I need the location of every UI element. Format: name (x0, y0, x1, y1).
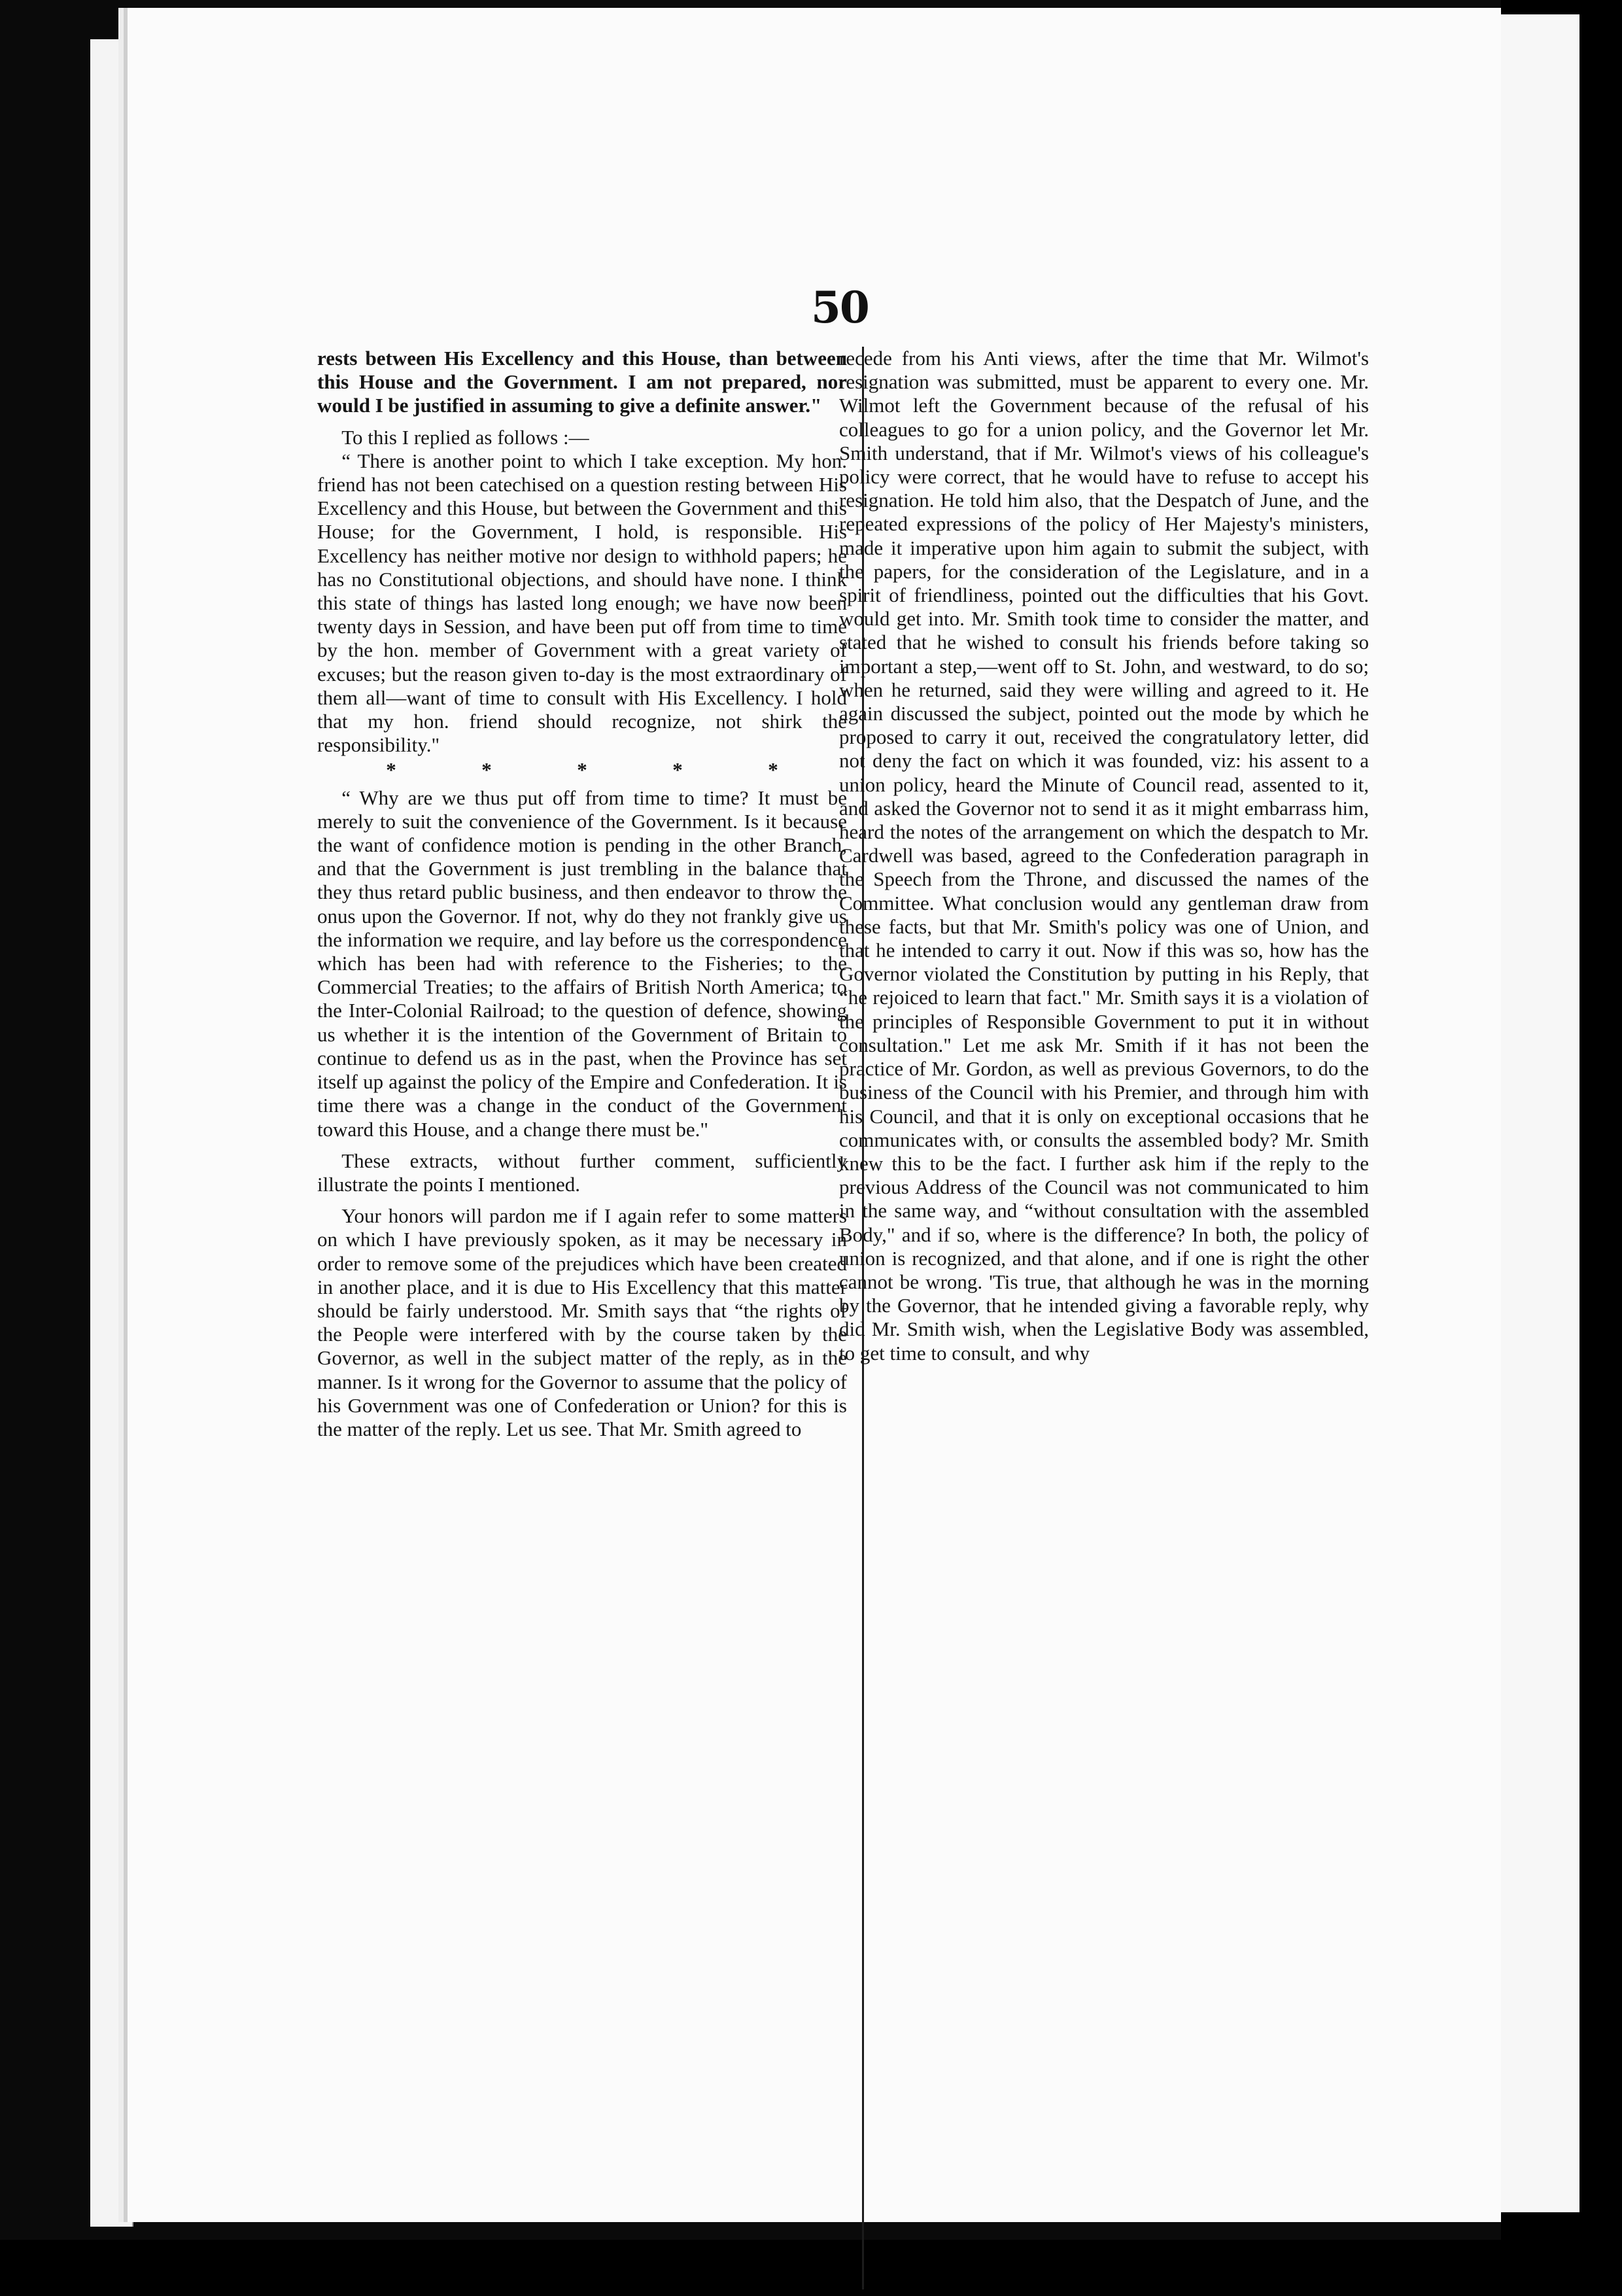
paragraph: These extracts, without further comment, sufficiently illustrate the points I mentioned. (317, 1149, 847, 1196)
adjacent-page-strip (1501, 14, 1579, 2212)
star: * (386, 758, 396, 782)
paragraph: recede from his Anti views, after the time that Mr. Wilmot's resignation was submitted, must be apparent to every one. Mr. Wilmot left the Government because of the refusal of his colleagues to go for a union policy, and the Governor let Mr. Smith understand, that if Mr. Wilmot's views of his colleague's policy were correct, that he would have to refuse to accept his resignation. He told him also, that the Despatch of June, and the repeated expressions of the policy of Her Majesty's ministers, made it imperative upon him again to submit the subject, with the papers, for the consideration of the Legislature, and in a spirit of friendliness, pointed out the difficulties that his Govt. would get into. Mr. Smith took time to consider the matter, and stated that he wished to consult his friends before taking so important a step,—went off to St. John, and westward, to do so; when he returned, said they were willing and agreed to it. He again discussed the subject, pointed out the mode by which he proposed to carry it out, received the congratulatory letter, did not deny the fact on which it was founded, viz: his assent to a union policy, heard the Minute of Council read, assented to it, and asked the Governor not to send it as it might embarrass him, heard the notes of the arrangement on which the despatch to Mr. Cardwell was based, agreed to the Confederation paragraph in the Speech from the Throne, and discussed the names of the Committee. What conclusion would any gentleman draw from these facts, but that Mr. Smith's policy was one of Union, and that he intended to carry it out. Now if this was so, how has the Governor violated the Constitution by putting in his Reply, that “he rejoiced to learn that fact." Mr. Smith says it is a violation of the principles of Responsible Government to put it in without consultation." Let me ask Mr. Smith if it has not been the practice of Mr. Gordon, as well as previous Governors, to do the business of the Council with his Premier, and through him with his Council, and that it is only on exceptional occasions that he communicates with, or consults the assembled body? Mr. Smith knew this to be the fact. I further ask him if the reply to the previous Address of the Council was not communicated to him in the same way, and “without consultation with the assembled Body," and if so, where is the difference? In both, the policy of union is recognized, and that alone, and if one is right the other cannot be wrong. 'Tis true, that although he was in the morning by the Governor, that he intended giving a favorable reply, why did Mr. Smith wish, when the Legislative Body was assembled, to get time to consult, and why (839, 347, 1369, 1365)
quotation-paragraph: “ Why are we thus put off from time to time? It must be merely to suit the convenience of the Government. Is it because the want of confidence motion is pending in the other Branch, and that the Government is just trembling in the balance that they thus retard public business, and then endeavor to throw the onus upon the Governor. If not, why do they not frankly give us the information we require, and lay before us the correspondence which has been had with reference to the Fisheries; to the Commercial Treaties; to the affairs of British North America; to the Inter-Colonial Railroad; to the question of defence, showing us whether it is the intention of the Government of Britain to continue to defend us as in the past, when the Province has set itself up against the policy of the Empire and Confederation. It is time there was a change in the conduct of the Government toward this House, and a change there must be." (317, 786, 847, 1141)
paragraph: To this I replied as follows :— (341, 425, 589, 449)
quotation-paragraph: “ There is another point to which I take exception. My hon. friend has not been catechised on a question resting between His Excellency and this House, but between the Government and this House; for the Government, I hold, is responsible. His Excellency has neither motive nor design to withhold papers; he has no Constitutional objections, and should have none. I think this state of things has lasted long enough; we have now been twenty days in Session, and have been put off from time to time by the hon. member of Government with a great variety of excuses; but the reason given to-day is the most extraordinary of them all—want of time to consult with His Excellency. I hold that my hon. friend should recognize, not shirk the responsibility." (317, 449, 847, 757)
star: * (577, 758, 587, 782)
page-number: 50 (811, 282, 869, 333)
paragraph: Your honors will pardon me if I again refer to some matters on which I have previously spoken, as it may be necessary in order to remove some of the prejudices which have been created in another place, and it is due to His Excellency that this matter should be fairly understood. Mr. Smith says that “the rights of the People were interfered with by the course taken by the Governor, as well in the subject matter of the reply, as in the manner. Is it wrong for the Governor to assume that the policy of his Government was one of Confederation or Union? for this is the matter of the reply. Let us see. That Mr. Smith agreed to (317, 1204, 847, 1440)
star: * (768, 758, 778, 782)
adjacent-page (1501, 0, 1622, 2240)
star: * (481, 758, 492, 782)
left-column (317, 347, 847, 2296)
paragraph: rests between His Excellency and this House, than between this House and the Government. I am not prepared, nor would I be justified in assuming to give a definite answer." (317, 347, 847, 417)
section-break (317, 758, 847, 782)
star: * (672, 758, 683, 782)
right-column (839, 347, 1369, 2296)
